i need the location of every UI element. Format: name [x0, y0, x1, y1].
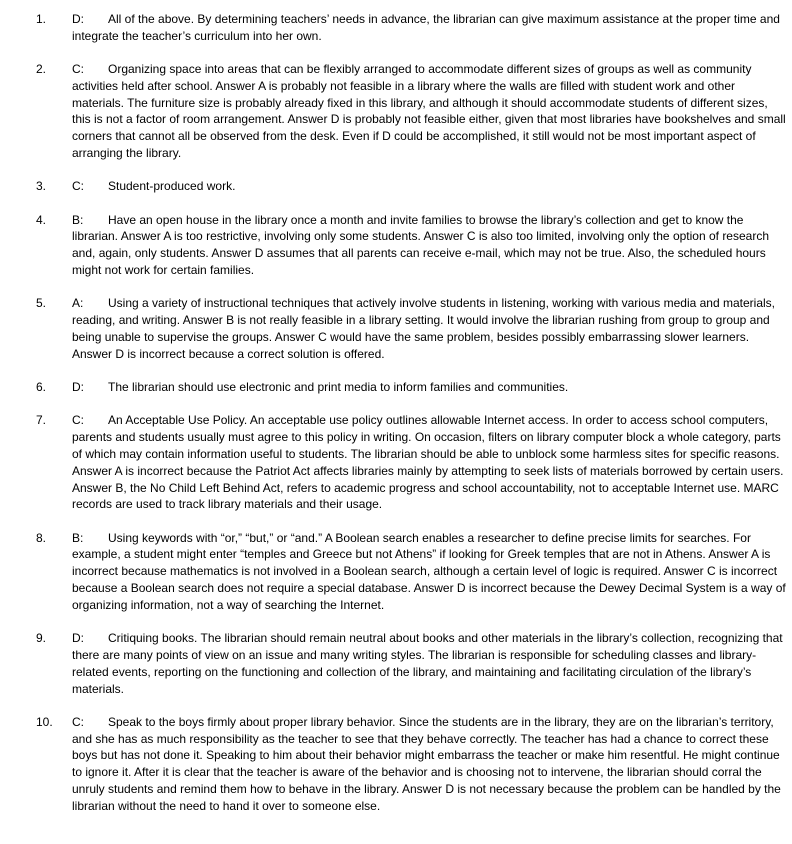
item-number: 8. — [36, 530, 47, 545]
answer-text: All of the above. By determining teachers’ needs in advance, the librarian can give maximum assistance at the proper time and integrate the teacher’s curriculum into her own. — [72, 12, 780, 43]
answer-text: Student-produced work. — [108, 179, 236, 194]
answer-text: Have an open house in the library once a month and invite families to browse the library’s collection and get to know the librarian. Answer A is too restrictive, involving only some students. Answer C is also too limited, involving only the option of research and, again, only students. Answer D assumes that all parents can receive e-mail, which may not be true. Also, the scheduled hours might not work for certain families. — [72, 212, 770, 278]
item-number: 2. — [36, 62, 47, 77]
answer-letter: C: — [72, 714, 84, 729]
answer-text: The librarian should use electronic and print media to inform families and communities. — [108, 380, 569, 395]
item-body — [72, 630, 788, 697]
item-number: 10. — [36, 714, 53, 729]
answer-item-2 — [0, 61, 792, 162]
item-body — [72, 212, 788, 279]
item-number: 4. — [36, 212, 47, 227]
item-number: 5. — [36, 296, 47, 311]
answer-item-1 — [0, 11, 792, 45]
item-body — [72, 379, 788, 396]
item-number: 6. — [36, 380, 47, 395]
answer-text: An Acceptable Use Policy. An acceptable use policy outlines allowable Internet access. In order to access school computers, parents and students usually must agree to this policy in writing. On occasion, filters on library computer block a whole category, parts of which may contain information useful to students. The librarian should be able to unblock some harmless sites for specific reasons. Answer A is incorrect because the Patriot Act affects libraries mainly by attempting to seek lists of materials borrowed by certain users. Answer B, the No Child Left Behind Act, refers to academic progress and school accountability, not to acceptable Internet use. MARC records are used to track library materials and their usage. — [72, 413, 784, 512]
item-number: 7. — [36, 413, 47, 428]
answer-item-3 — [0, 178, 792, 195]
answer-item-4 — [0, 212, 792, 279]
item-body — [72, 178, 788, 195]
answer-text: Using keywords with “or,” “but,” or “and.” A Boolean search enables a researcher to define precise limits for searches. For example, a student might enter “temples and Greece but not Athens” if looking for Greek temples that are not in Athens. Answer A is incorrect because mathematics is not involved in a Boolean search, although a certain level of logic is required. Answer C is incorrect because a Boolean search does not require a special database. Answer D is incorrect because the Dewey Decimal System is a way of organizing information, not a way of searching the Internet. — [72, 530, 786, 612]
item-body — [72, 714, 788, 815]
answer-item-9 — [0, 630, 792, 697]
answer-letter: B: — [72, 212, 84, 227]
answer-letter: C: — [72, 179, 84, 194]
answer-item-7 — [0, 412, 792, 513]
answer-letter: B: — [72, 530, 84, 545]
answer-text: Organizing space into areas that can be flexibly arranged to accommodate different sizes of groups as well as community activities held after school. Answer A is probably not feasible in a library where the walls are filled with student work and other materials. The furniture size is probably already fixed in this library, and although it should accommodate students of different sizes, this is not a factor of room arrangement. Answer D is probably not feasible either, given that most libraries have bookshelves and small corners that cannot all be observed from the desk. Even if D could be accomplished, it still would not be most important aspect of arranging the library. — [72, 62, 786, 161]
item-number: 3. — [36, 179, 47, 194]
answer-letter: D: — [72, 631, 84, 646]
answer-item-6 — [0, 379, 792, 396]
answer-text: Critiquing books. The librarian should remain neutral about books and other materials in the library’s collection, recognizing that there are many points of view on an issue and many writing styles. The librarian is responsible for scheduling classes and library-related events, reporting on the functioning and collection of the library, and maintaining and facilitating circulation of the library’s materials. — [72, 631, 783, 696]
answer-letter: C: — [72, 413, 84, 428]
answer-item-5 — [0, 295, 792, 362]
item-body — [72, 412, 788, 513]
item-body — [72, 11, 788, 45]
item-number: 9. — [36, 631, 47, 646]
answer-item-8 — [0, 530, 792, 614]
item-body — [72, 61, 788, 162]
item-body — [72, 295, 788, 362]
answer-letter: D: — [72, 380, 84, 395]
item-number: 1. — [36, 12, 47, 26]
answer-item-10 — [0, 714, 792, 815]
answer-text: Using a variety of instructional techniques that actively involve students in listening, working with various media and materials, reading, and writing. Answer B is not really feasible in a library setting. It would involve the librarian rushing from group to group and being unable to supervise the groups. Answer C would have the same problem, besides possibly embarrassing slower learners. Answer D is incorrect because a correct solution is offered. — [72, 296, 775, 361]
answer-letter: C: — [72, 62, 84, 77]
answer-letter: D: — [72, 12, 84, 26]
answer-letter: A: — [72, 296, 84, 311]
item-body — [72, 530, 788, 614]
answer-text: Speak to the boys firmly about proper library behavior. Since the students are in the library, they are on the librarian’s territory, and she has as much responsibility as the teacher to see that they behave correctly. The teacher has had a chance to correct these boys but has not done it. Speaking to him about their behavior might embarrass the teacher or make him resentful. He might continue to ignore it. After it is clear that the teacher is aware of the behavior and is choosing not to intervene, the librarian should corral the unruly students and remind them how to behave in the library. Answer D is not necessary because the problem can be handled by the librarian without the need to hand it over to someone else. — [72, 714, 781, 813]
